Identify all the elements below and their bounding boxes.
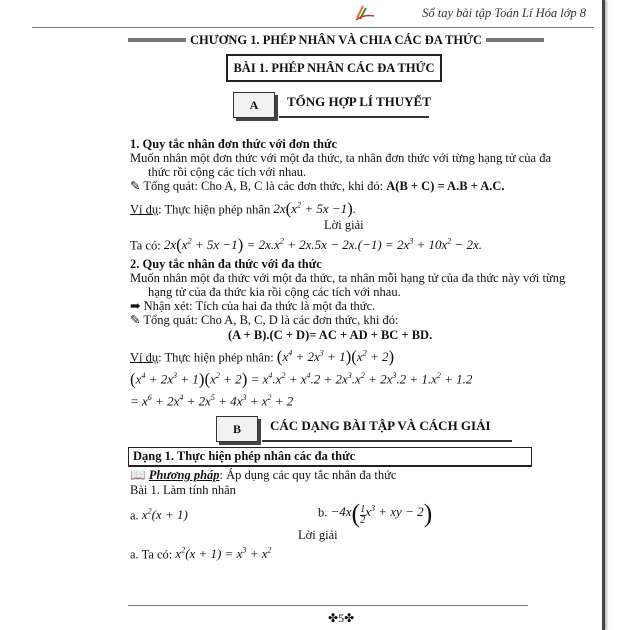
answer-a-label: a. Ta có: (130, 547, 173, 562)
footer-divider (128, 605, 528, 606)
left-ornament-icon: ✤ (328, 611, 339, 625)
section-a-title: TỔNG HỢP LÍ THUYẾT (287, 94, 431, 109)
rule2-general-text: Tổng quát: Cho A, B, C, D là các đơn thức, khi đó: (143, 313, 399, 327)
rule1-solution-label: Lời giải (324, 218, 364, 232)
pencil-icon: ✎ (130, 313, 141, 327)
rule1-solution (130, 235, 483, 255)
header-divider (32, 27, 594, 28)
rule2-expansion-line1: $(x^4 + 2x^3 + 1)(x^2 + 2) = x^4.x^2 + x^4.2 + 2x^3.x^2 + 2x^3.2 + 1.x^2 + 1.2$ (130, 369, 473, 389)
rule1-example-text: : Thực hiện phép nhân (158, 202, 271, 217)
section-b-heading (216, 416, 516, 446)
rule1-example-label: Ví dụ (130, 202, 159, 217)
document-page (28, 0, 605, 630)
chapter-title: CHƯƠNG 1. PHÉP NHÂN VÀ CHIA CÁC ĐA THỨC (186, 33, 486, 47)
section-a-letter: A (233, 92, 275, 118)
rule2-example-text: : Thực hiện phép nhân: (158, 350, 274, 365)
rule2-line1: Muốn nhân một đa thức với một đa thức, ta nhân mỗi hạng tử của đa thức này với từng (130, 271, 566, 285)
dang1-exercise: Bài 1. Làm tính nhân (130, 483, 236, 497)
dang1-solution-label: Lời giải (298, 528, 338, 542)
rule1-example (130, 199, 357, 219)
rule2-remark-text: Nhận xét: Tích của hai đa thức là một đa thức. (143, 299, 376, 313)
lesson-title: BÀI 1. PHÉP NHÂN CÁC ĐA THỨC (226, 54, 442, 82)
arrow-icon: ➡ (130, 299, 141, 313)
rule2-example (130, 347, 395, 367)
part-a-label: a. (130, 508, 139, 523)
rule2-expansion-line2: = $x^6 + 2x^4 + 2x^5 + 4x^3 + x^2 + 2$ (130, 393, 294, 409)
book-title: Sổ tay bài tập Toán Lí Hóa lớp 8 (422, 6, 586, 20)
rule1-heading: 1. Quy tắc nhân đơn thức với đơn thức (130, 137, 337, 151)
rule1-line2: thức rồi cộng các tích với nhau. (148, 165, 307, 179)
rule1-ta-co: Ta có: (130, 238, 161, 253)
section-b-letter: B (216, 416, 258, 442)
dang1-method-label: Phương pháp (148, 468, 220, 482)
answer-a (130, 544, 271, 561)
rule2-general-formula: (A + B).(C + D)= AC + AD + BC + BD. (228, 328, 433, 342)
section-b-title: CÁC DẠNG BÀI TẬP VÀ CÁCH GIẢI (270, 418, 491, 433)
pencil-logo-icon (354, 2, 376, 22)
pencil-icon: ✎ (130, 179, 141, 193)
part-a-expr: $x^2(x + 1)$ (141, 507, 188, 523)
rule2-remark (130, 299, 375, 313)
page-number: ✤5✤ (328, 611, 355, 625)
rule2-example-expr: $(x^4 + 2x^3 + 1)(x^2 + 2)$ (276, 347, 395, 367)
dang1-title: Dạng 1. Thực hiện phép nhân các đa thức (128, 447, 532, 467)
rule2-general (130, 313, 398, 327)
chapter-heading (128, 30, 544, 50)
answer-a-expr: $x^2(x + 1) = x^3 + x^2$ (175, 546, 272, 562)
rule1-example-expr: $2x(x^2 + 5x -1)$. (273, 199, 357, 219)
part-b-expr: −4x( $\frac{1}{2}$ $x^3$ + xy − 2) (330, 499, 433, 529)
dang1-method (130, 468, 396, 482)
rule1-general-formula: A(B + C) = A.B + A.C. (386, 179, 505, 193)
section-a-heading (233, 92, 433, 122)
rule1-general-prefix: Tổng quát: Cho A, B, C là các đơn thức, khi đó: (143, 179, 384, 193)
rule1-line1: Muốn nhân một đơn thức với một đa thức, ta nhân đơn thức với từng hạng tử của đa (130, 151, 552, 165)
right-ornament-icon: ✤ (344, 611, 355, 625)
rule1-general (130, 179, 505, 193)
rule2-heading: 2. Quy tắc nhân đa thức với đa thức (130, 257, 322, 271)
dang1-method-text: : Áp dụng các quy tắc nhân đa thức (219, 468, 397, 482)
book-icon: 📖 (130, 468, 146, 482)
part-b-label: b. (318, 505, 328, 520)
rule2-example-label: Ví dụ (130, 350, 159, 365)
exercise-part-a (130, 505, 188, 522)
rule1-solution-expr: $2x(x^2 + 5x -1) = 2x.x^2 + 2x.5x - 2x.(-1) = 2x^3 + 10x^2 - 2x$. (163, 235, 483, 255)
rule2-line2: hạng tử của đa thức kia rồi cộng các tích với nhau. (148, 285, 401, 299)
exercise-part-b (318, 499, 433, 529)
